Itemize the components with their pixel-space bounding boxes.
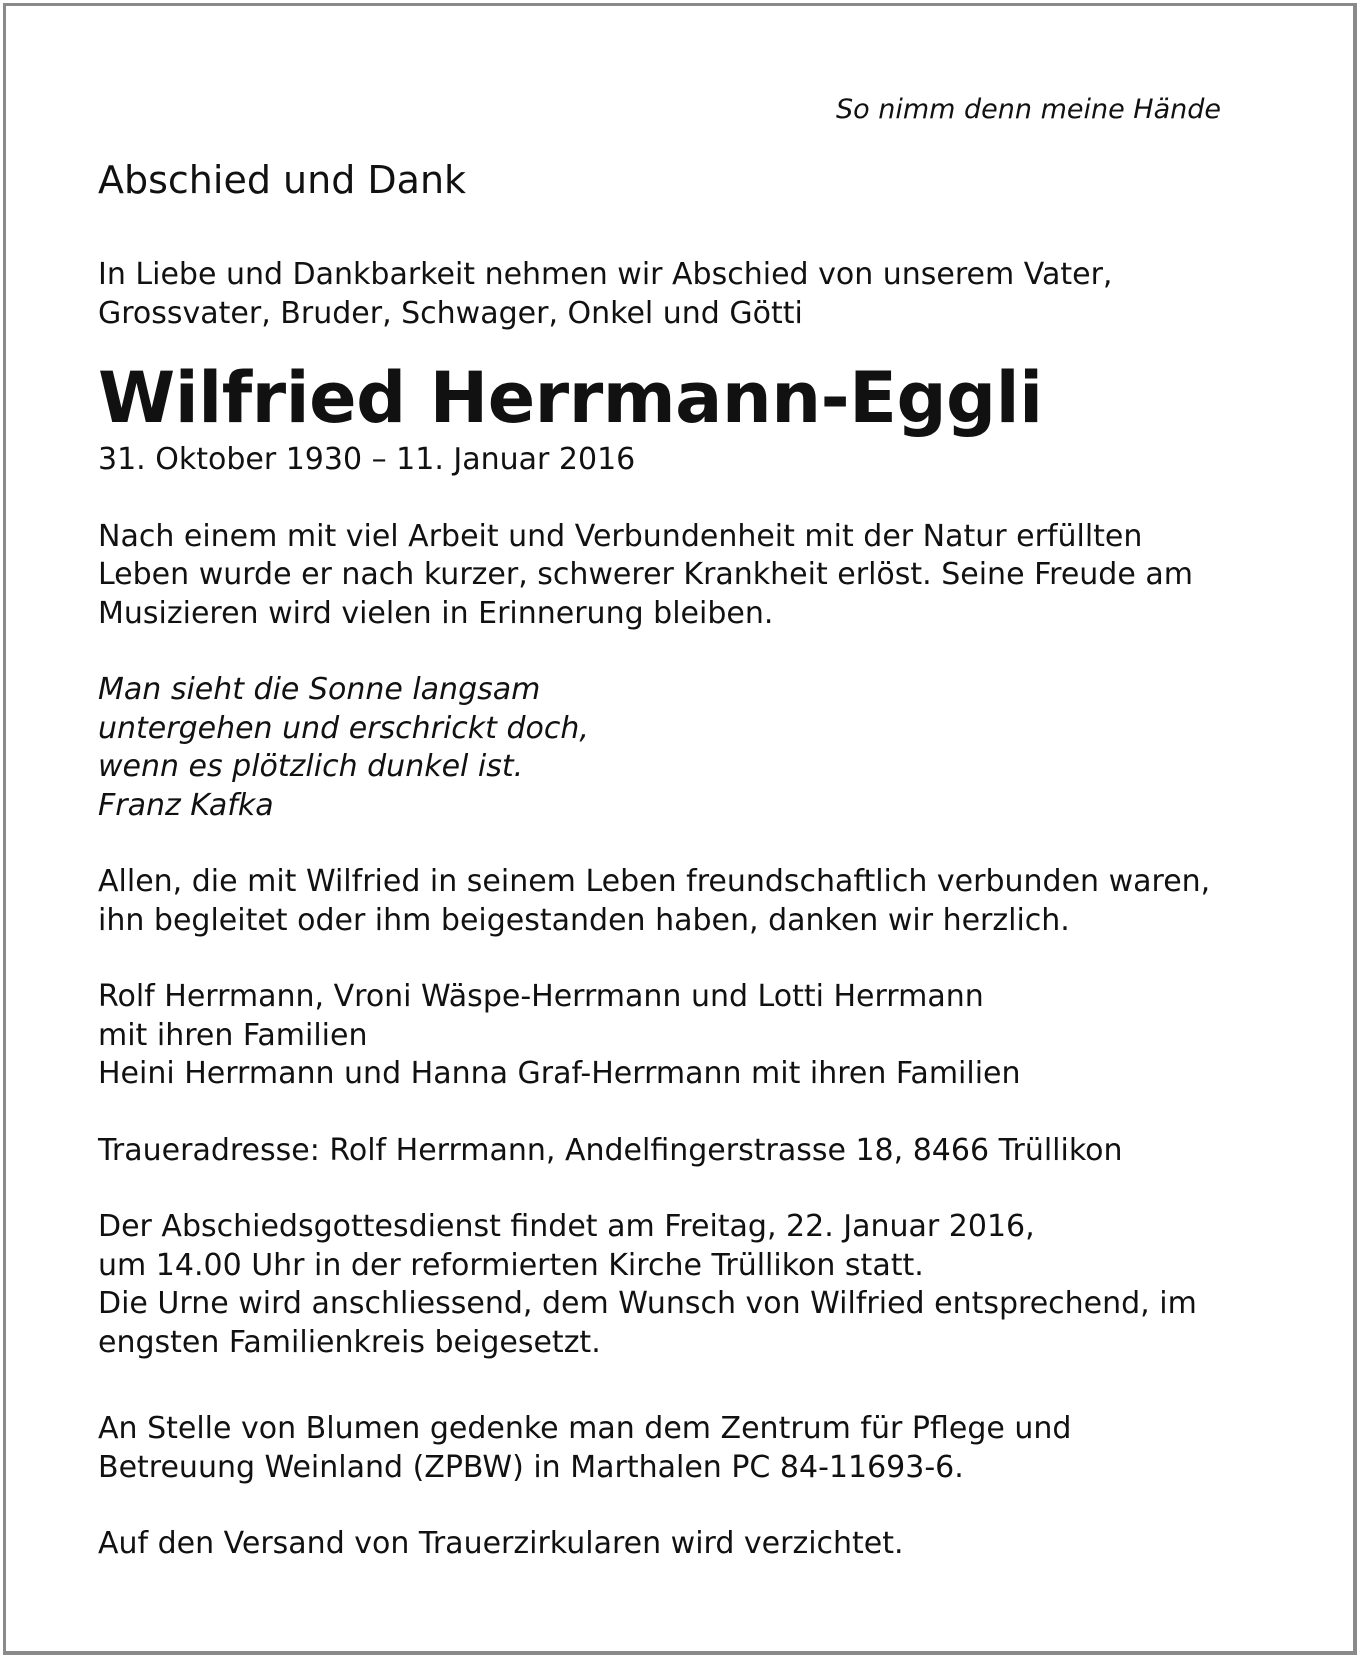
poem-line: Man sieht die Sonne langsam bbox=[98, 672, 541, 707]
life-text bbox=[98, 518, 1278, 634]
donation-text bbox=[98, 1410, 1278, 1487]
life-line: Leben wurde er nach kurzer, schwerer Krankheit erlöst. Seine Freude am bbox=[98, 557, 1193, 592]
life-dates: 31. Oktober 1930 – 11. Januar 2016 bbox=[98, 442, 636, 477]
service-line: engsten Familienkreis beigesetzt. bbox=[98, 1324, 601, 1360]
family-line: Rolf Herrmann, Vroni Wäspe-Herrmann und Lotti Herrmann bbox=[98, 979, 984, 1014]
obituary-content bbox=[98, 156, 1278, 1564]
intro-text bbox=[98, 256, 1278, 333]
closing-note: Auf den Versand von Trauerzirkularen wird verzichtet. bbox=[98, 1526, 904, 1561]
intro-line: Grossvater, Bruder, Schwager, Onkel und Götti bbox=[98, 295, 803, 331]
intro-line: In Liebe und Dankbarkeit nehmen wir Abschied von unserem Vater, bbox=[98, 257, 1113, 292]
service-line: Der Abschiedsgottesdienst findet am Freitag, 22. Januar 2016, bbox=[98, 1209, 1035, 1244]
family-line: Heini Herrmann und Hanna Graf-Herrmann mit ihren Familien bbox=[98, 1056, 1021, 1091]
service-text bbox=[98, 1208, 1278, 1362]
poem-author: Franz Kafka bbox=[98, 787, 274, 823]
thanks-line: ihn begleitet oder ihm beigestanden haben, danken wir herzlich. bbox=[98, 902, 1070, 938]
service-line: um 14.00 Uhr in der reformierten Kirche Trüllikon statt. bbox=[98, 1247, 924, 1283]
family-line: mit ihren Familien bbox=[98, 1017, 368, 1053]
thanks-line: Allen, die mit Wilfried in seinem Leben freundschaftlich verbunden waren, bbox=[98, 864, 1211, 899]
heading: Abschied und Dank bbox=[98, 158, 467, 202]
obituary-frame bbox=[3, 3, 1357, 1655]
motto: So nimm denn meine Hände bbox=[835, 94, 1221, 125]
life-line: Nach einem mit viel Arbeit und Verbundenheit mit der Natur erfüllten bbox=[98, 518, 1143, 554]
poem-line: wenn es plötzlich dunkel ist. bbox=[98, 749, 524, 784]
donation-line: An Stelle von Blumen gedenke man dem Zentrum für Pflege und bbox=[98, 1411, 1072, 1446]
donation-line: Betreuung Weinland (ZPBW) in Marthalen PC 84-11693-6. bbox=[98, 1449, 964, 1485]
family-list bbox=[98, 978, 1278, 1094]
mourning-address: Traueradresse: Rolf Herrmann, Andelfingerstrasse 18, 8466 Trüllikon bbox=[98, 1132, 1123, 1168]
deceased-name: Wilfried Herrmann-Eggli bbox=[98, 357, 1043, 439]
thanks-text bbox=[98, 863, 1278, 940]
poem-quote bbox=[98, 671, 1278, 825]
service-line: Die Urne wird anschliessend, dem Wunsch von Wilfried entsprechend, im bbox=[98, 1286, 1197, 1321]
life-line: Musizieren wird vielen in Erinnerung bleiben. bbox=[98, 595, 774, 631]
poem-line: untergehen und erschrickt doch, bbox=[98, 710, 589, 746]
